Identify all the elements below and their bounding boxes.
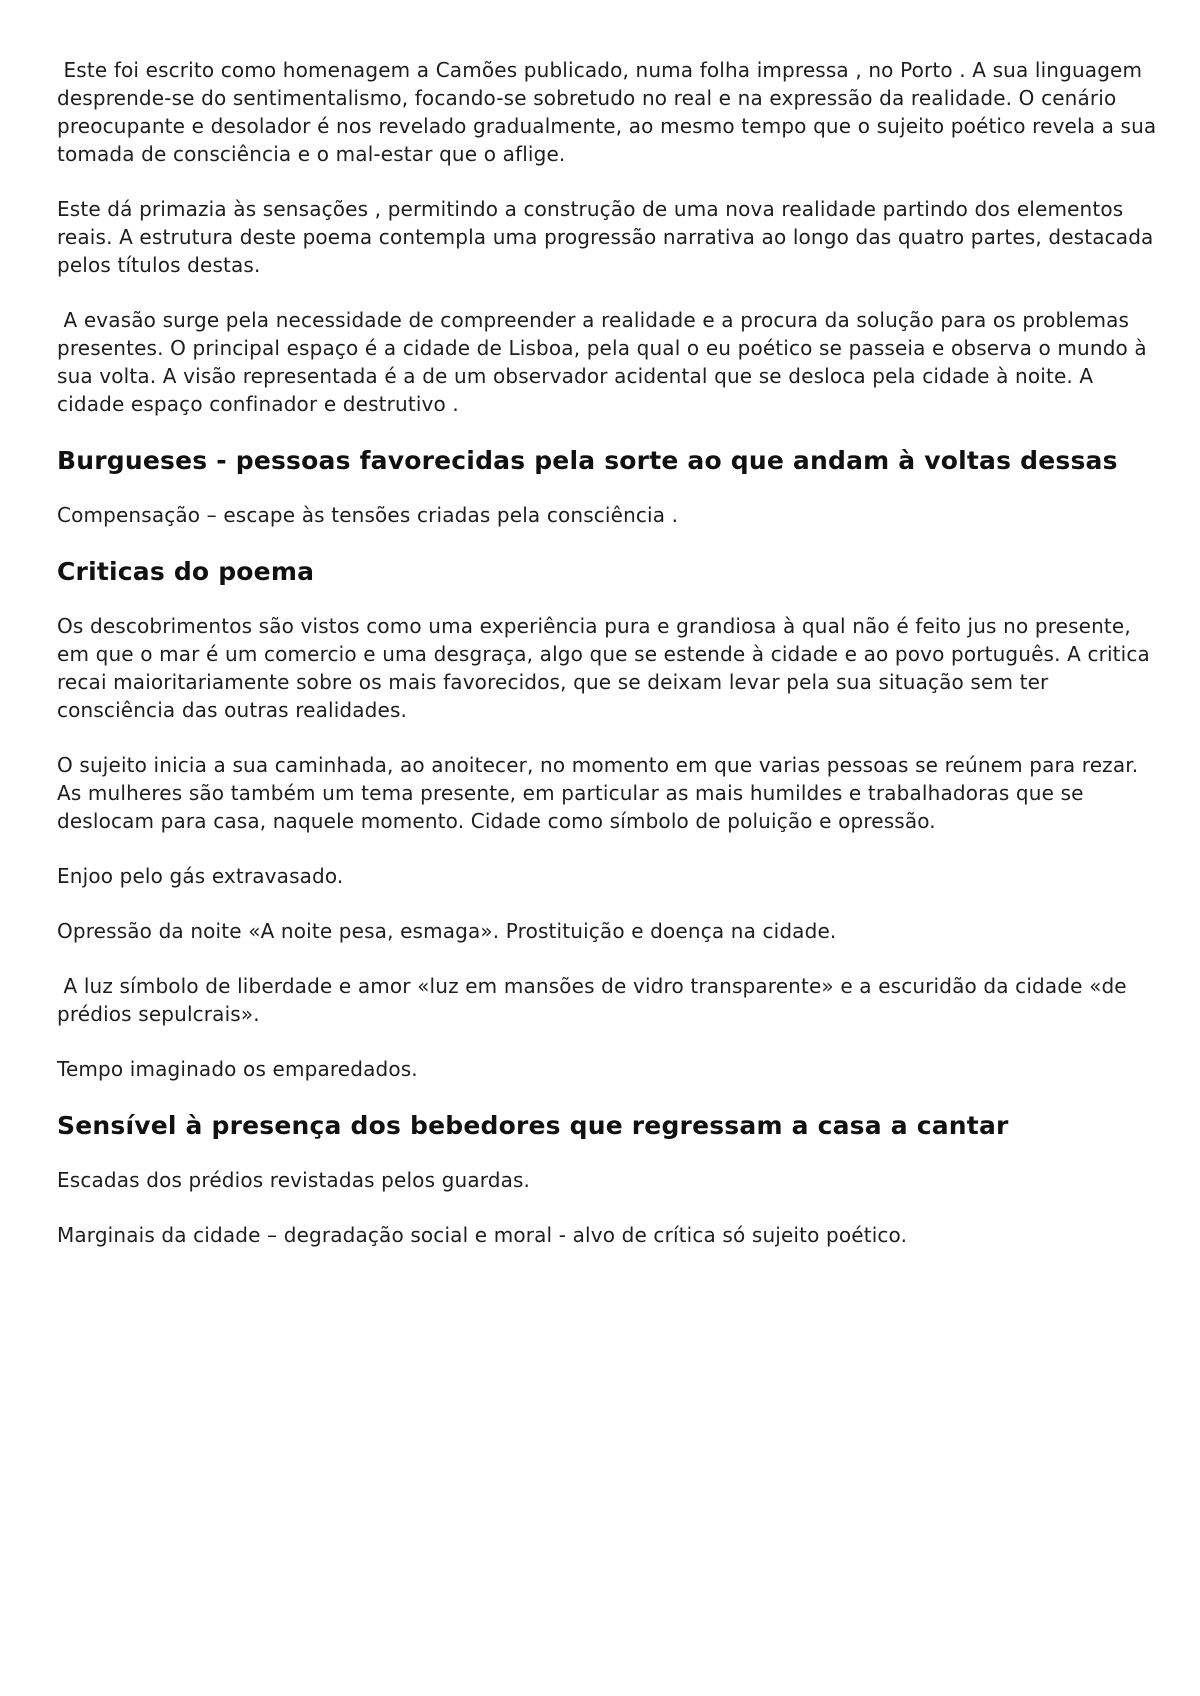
document-page	[57, 56, 1163, 1276]
paragraph-primazia-sensacoes: Este dá primazia às sensações , permitindo a construção de uma nova realidade partindo dos elementos reais. A estrutura deste poema contempla uma progressão narrativa ao longo das quatro partes, destacada pelos títulos destas.	[57, 197, 1160, 277]
paragraph-evasao: A evasão surge pela necessidade de compreender a realidade e a procura da solução para os problemas presentes. O principal espaço é a cidade de Lisboa, pela qual o eu poético se passeia e observa o mundo à sua volta. A visão representada é a de um observador acidental que se desloca pela cidade à noite. A cidade espaço confinador e destrutivo .	[57, 308, 1154, 416]
paragraph-homenagem-camoes: Este foi escrito como homenagem a Camões publicado, numa folha impressa , no Porto . A sua linguagem desprende-se do sentimentalismo, focando-se sobretudo no real e na expressão da realidade. O cenário preocupante e desolador é nos revelado gradualmente, ao mesmo tempo que o sujeito poético revela a sua tomada de consciência e o mal-estar que o aflige.	[57, 58, 1163, 166]
heading-sensivel-bebedores: Sensível à presença dos bebedores que regressam a casa a cantar	[57, 1111, 1009, 1140]
paragraph-descobrimentos: Os descobrimentos são vistos como uma experiência pura e grandiosa à qual não é feito jus no presente, em que o mar é um comercio e uma desgraça, algo que se estende à cidade e ao povo português. A critica recai maioritariamente sobre os mais favorecidos, que se deixam levar pela sua situação sem ter consciência das outras realidades.	[57, 614, 1157, 722]
paragraph-caminhada: O sujeito inicia a sua caminhada, ao anoitecer, no momento em que varias pessoas se reúnem para rezar. As mulheres são também um tema presente, em particular as mais humildes e trabalhadoras que se deslocam para casa, naquele momento. Cidade como símbolo de poluição e opressão.	[57, 753, 1145, 833]
paragraph-compensacao: Compensação – escape às tensões criadas pela consciência .	[57, 503, 679, 527]
heading-criticas-do-poema: Criticas do poema	[57, 557, 315, 586]
paragraph-tempo-imaginado: Tempo imaginado os emparedados.	[57, 1057, 418, 1081]
paragraph-luz-simbolo: A luz símbolo de liberdade e amor «luz em mansões de vidro transparente» e a escuridão da cidade «de prédios sepulcrais».	[57, 974, 1134, 1026]
paragraph-marginais-cidade: Marginais da cidade – degradação social e moral - alvo de crítica só sujeito poético.	[57, 1223, 908, 1247]
heading-burgueses: Burgueses - pessoas favorecidas pela sorte ao que andam à voltas dessas	[57, 446, 1118, 475]
paragraph-opressao-noite: Opressão da noite «A noite pesa, esmaga». Prostituição e doença na cidade.	[57, 919, 837, 943]
paragraph-enjoo: Enjoo pelo gás extravasado.	[57, 864, 344, 888]
paragraph-escadas-predios: Escadas dos prédios revistadas pelos guardas.	[57, 1168, 531, 1192]
